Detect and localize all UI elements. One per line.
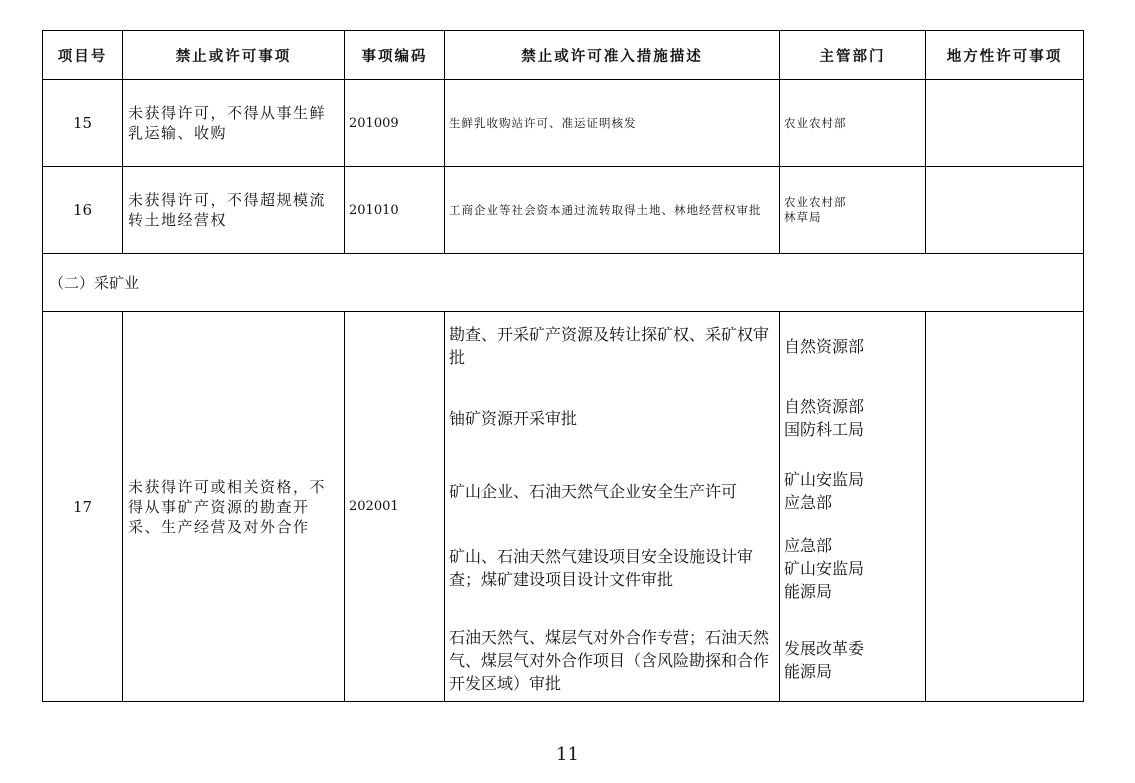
page-number: 11 [556,744,579,765]
local-permit [926,80,1084,167]
measure-description: 矿山企业、石油天然气企业安全生产许可 [449,481,738,501]
department-list [780,312,926,702]
table-row [43,80,1084,167]
measure-description: 石油天然气、煤层气对外合作专营；石油天然气、煤层气对外合作项目（含风险勘探和合作开发区域）审批 [449,627,770,693]
department: 发展改革委 能源局 [784,639,865,681]
regulation-table [42,30,1084,702]
header-code: 事项编码 [345,31,445,80]
department: 矿山安监局 应急部 [784,470,865,512]
measure-description: 生鲜乳收购站许可、准运证明核发 [445,80,780,167]
department: 自然资源部 [784,336,865,356]
measure-description: 铀矿资源开采审批 [449,408,578,428]
department: 自然资源部 国防科工局 [784,397,865,439]
item-text: 未获得许可，不得超规模流转土地经营权 [123,167,345,254]
table-row [43,167,1084,254]
header-department: 主管部门 [780,31,926,80]
measure-description: 矿山、石油天然气建设项目安全设施设计审查；煤矿建设项目设计文件审批 [449,547,754,589]
measure-description: 工商企业等社会资本通过流转取得土地、林地经营权审批 [445,167,780,254]
header-description: 禁止或许可准入措施描述 [445,31,780,80]
section-title: （二）采矿业 [43,254,1084,312]
table-header-row [43,31,1084,80]
header-local-permit: 地方性许可事项 [926,31,1084,80]
item-code: 201010 [345,167,445,254]
measure-description: 勘查、开采矿产资源及转让探矿权、采矿权审批 [449,325,770,367]
item-number: 16 [43,167,123,254]
department: 农业农村部 [780,80,926,167]
item-number: 15 [43,80,123,167]
department: 应急部 矿山安监局 能源局 [784,535,865,601]
section-row [43,254,1084,312]
table-row [43,312,1084,702]
local-permit [926,167,1084,254]
item-text: 未获得许可，不得从事生鲜乳运输、收购 [123,80,345,167]
measure-list [445,312,780,702]
local-permit [926,312,1084,702]
header-item: 禁止或许可事项 [123,31,345,80]
item-text: 未获得许可或相关资格，不得从事矿产资源的勘查开采、生产经营及对外合作 [123,312,345,702]
item-code: 201009 [345,80,445,167]
header-item-number: 项目号 [43,31,123,80]
department: 农业农村部 林草局 [780,167,926,254]
item-number: 17 [43,312,123,702]
item-code: 202001 [345,312,445,702]
